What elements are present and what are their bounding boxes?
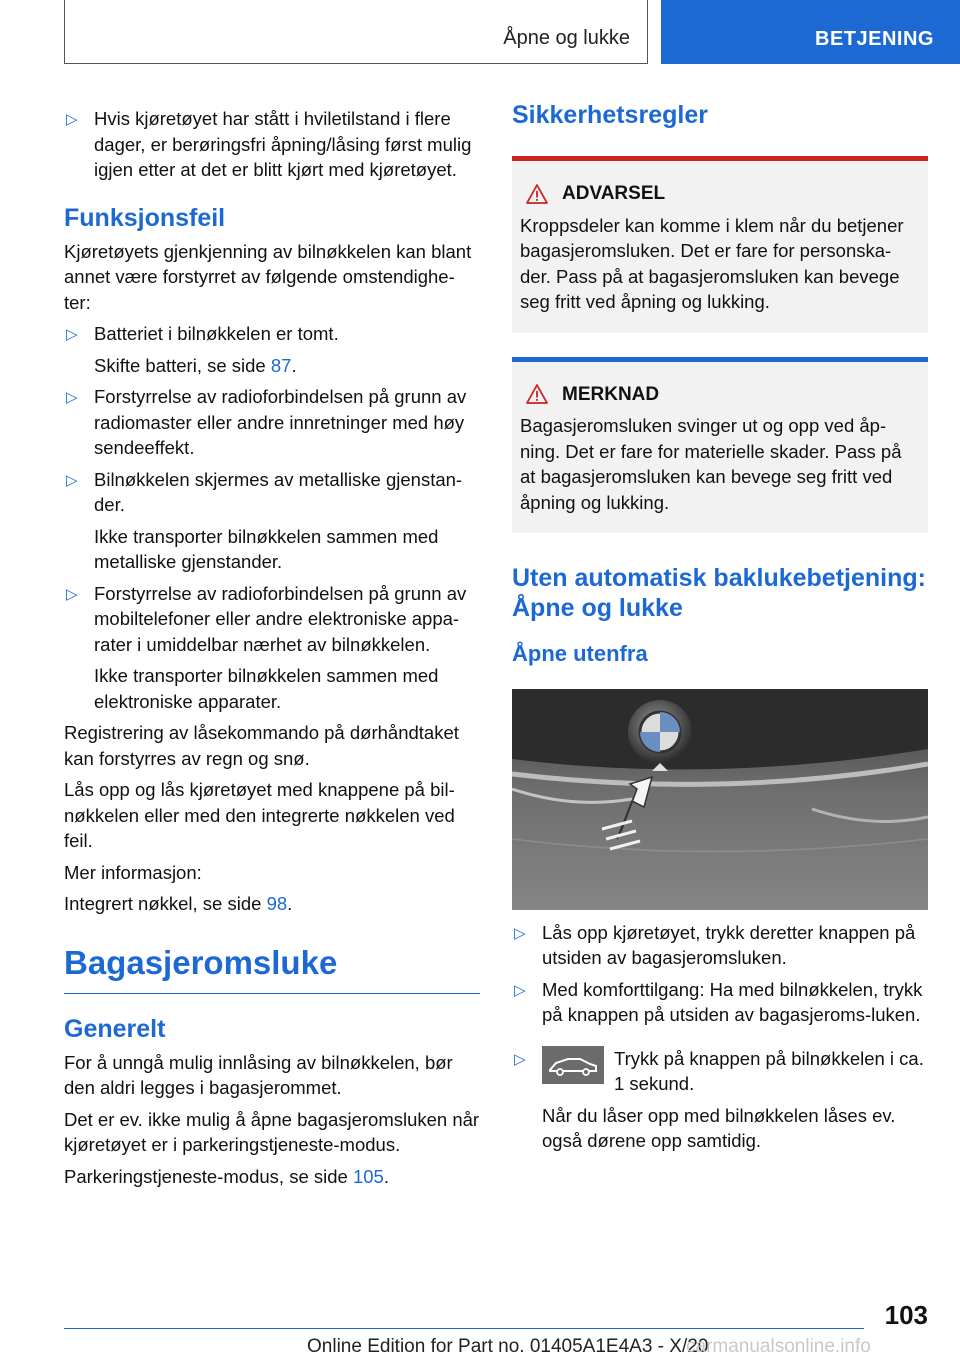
bullet-text: Med komforttilgang: Ha med bilnøkkelen, trykk på knappen på utsiden av bagasjeroms-luken.	[542, 978, 923, 1025]
paragraph-text: Integrert nøkkel, se side	[64, 893, 262, 914]
list-item	[64, 321, 480, 347]
section-heading-general: Generelt	[64, 1014, 166, 1043]
bullet-triangle-icon: ▷	[66, 326, 78, 343]
paragraph: Det er ev. ikke mulig å åpne bagasjeromsluken når kjøretøyet er i parkeringstjeneste-modus.	[64, 1108, 480, 1155]
list-item	[64, 467, 480, 518]
list-item	[64, 384, 480, 461]
right-column	[512, 100, 928, 1160]
notice-box	[512, 357, 928, 534]
bullet-text: Hvis kjøretøyet har stått i hviletilstand i flere dager, er berøringsfri åpning/låsing først mulig igjen etter at det er blitt kjørt med kjøretøyet.	[94, 108, 472, 180]
list-item-detail: Når du låser opp med bilnøkkelen låses ev. også dørene opp samtidig.	[542, 1104, 896, 1151]
warning-triangle-icon	[526, 184, 548, 204]
bullet-text: Bilnøkkelen skjermes av metalliske gjenstan-der.	[94, 468, 463, 515]
footer-edition: Online Edition for Part no. 01405A1E4A3 - X/20	[307, 1336, 709, 1357]
warning-title	[520, 181, 920, 207]
bullet-triangle-icon: ▷	[66, 471, 78, 489]
list-item	[64, 581, 480, 658]
paragraph: For å unngå mulig innlåsing av bilnøkkelen, bør den aldri legges i bagasjerommet.	[64, 1051, 453, 1098]
warning-box	[512, 156, 928, 333]
list-item-detail: Ikke transporter bilnøkkelen sammen med metalliske gjenstander.	[94, 525, 439, 572]
footer-divider	[64, 1328, 864, 1329]
bullet-triangle-icon: ▷	[514, 924, 526, 942]
paragraph: Registrering av låsekommando på dørhåndtaket kan forstyrres av regn og snø.	[64, 722, 459, 769]
paragraph: Integrert nøkkel, se side 98.	[64, 893, 293, 914]
paragraph: Parkeringstjeneste-modus, se side 105.	[64, 1165, 389, 1187]
bullet-text: Lås opp kjøretøyet, trykk deretter knappen på utsiden av bagasjeromsluken.	[542, 921, 916, 968]
chapter-heading-trunk: Bagasjeromsluke	[64, 943, 480, 994]
bullet-triangle-icon: ▷	[66, 389, 78, 406]
warning-triangle-icon	[526, 384, 548, 404]
bullet-triangle-icon: ▷	[514, 1050, 526, 1068]
list-item-detail: Skifte batteri, se side 87.	[94, 354, 297, 376]
bullet-triangle-icon: ▷	[66, 111, 78, 128]
subheading-open-outside: Åpne utenfra	[512, 641, 648, 666]
notice-title	[520, 382, 920, 408]
page-number: 103	[884, 1300, 928, 1330]
left-column	[64, 100, 480, 1195]
list-item	[512, 920, 928, 971]
car-trunk-key-button-icon	[542, 1046, 604, 1084]
page-reference-link[interactable]: 105	[352, 1165, 384, 1187]
bullet-triangle-icon: ▷	[514, 981, 526, 999]
list-item	[512, 977, 928, 1028]
paragraph: Mer informasjon:	[64, 861, 202, 883]
page-reference-link[interactable]: 87	[270, 354, 292, 376]
page-reference-link[interactable]: 98	[266, 893, 288, 914]
paragraph: Lås opp og lås kjøretøyet med knappene på bil-nøkkelen eller med den integrerte nøkkelen ved feil.	[64, 779, 455, 851]
bullet-text: Forstyrrelse av radioforbindelsen på grunn av mobiltelefoner eller andre elektroniske appa-rater i umiddelbar nærhet av bilnøkkelen.	[94, 582, 467, 655]
header-section-title: Åpne og lukke	[503, 27, 630, 49]
notice-text: Bagasjeromsluken svinger ut og opp ved åp-ning. Det er fare for materielle skader. Pass på at bagasjeromsluken kan bevege seg fritt ved åpning og lukking.	[520, 415, 902, 513]
paragraph-text: Parkeringstjeneste-modus, se side	[64, 1165, 348, 1187]
section-heading-fault: Funksjonsfeil	[64, 203, 226, 232]
warning-text: Kroppsdeler kan komme i klem når du betjener bagasjeromsluken. Det er fare for personska-der. Pass på at bagasjeromsluken kan bevege seg fritt ved åpning og lukking.	[520, 214, 904, 312]
list-item	[64, 106, 480, 183]
section-heading-manual-tailgate: Uten automatisk baklukebetjening: Åpne og lukke	[512, 564, 926, 622]
paragraph: Kjøretøyets gjenkjenning av bilnøkkelen kan blant annet være forstyrret av følgende omstendighe-ter:	[64, 240, 472, 313]
bullet-triangle-icon: ▷	[66, 585, 78, 603]
trunk-button-illustration	[512, 689, 928, 910]
header-chapter-label: BETJENING	[815, 28, 934, 50]
header-chapter-tab	[661, 0, 960, 64]
bullet-text: Trykk på knappen på bilnøkkelen i ca. 1 sekund.	[614, 1047, 924, 1094]
bullet-text: Forstyrrelse av radioforbindelsen på grunn av radiomaster eller andre innretninger med høy sendeeffekt.	[94, 386, 467, 458]
section-heading-safety: Sikkerhetsregler	[512, 101, 708, 129]
warning-title-text: ADVARSEL	[562, 183, 666, 204]
footer-watermark: carmanualsonline.info	[686, 1336, 871, 1357]
notice-title-text: MERKNAD	[562, 383, 660, 405]
detail-text: Skifte batteri, se side	[94, 354, 266, 376]
list-item	[512, 1046, 928, 1097]
bullet-text: Batteriet i bilnøkkelen er tomt.	[94, 323, 339, 344]
list-item-detail: Ikke transporter bilnøkkelen sammen med elektroniske apparater.	[94, 665, 439, 712]
